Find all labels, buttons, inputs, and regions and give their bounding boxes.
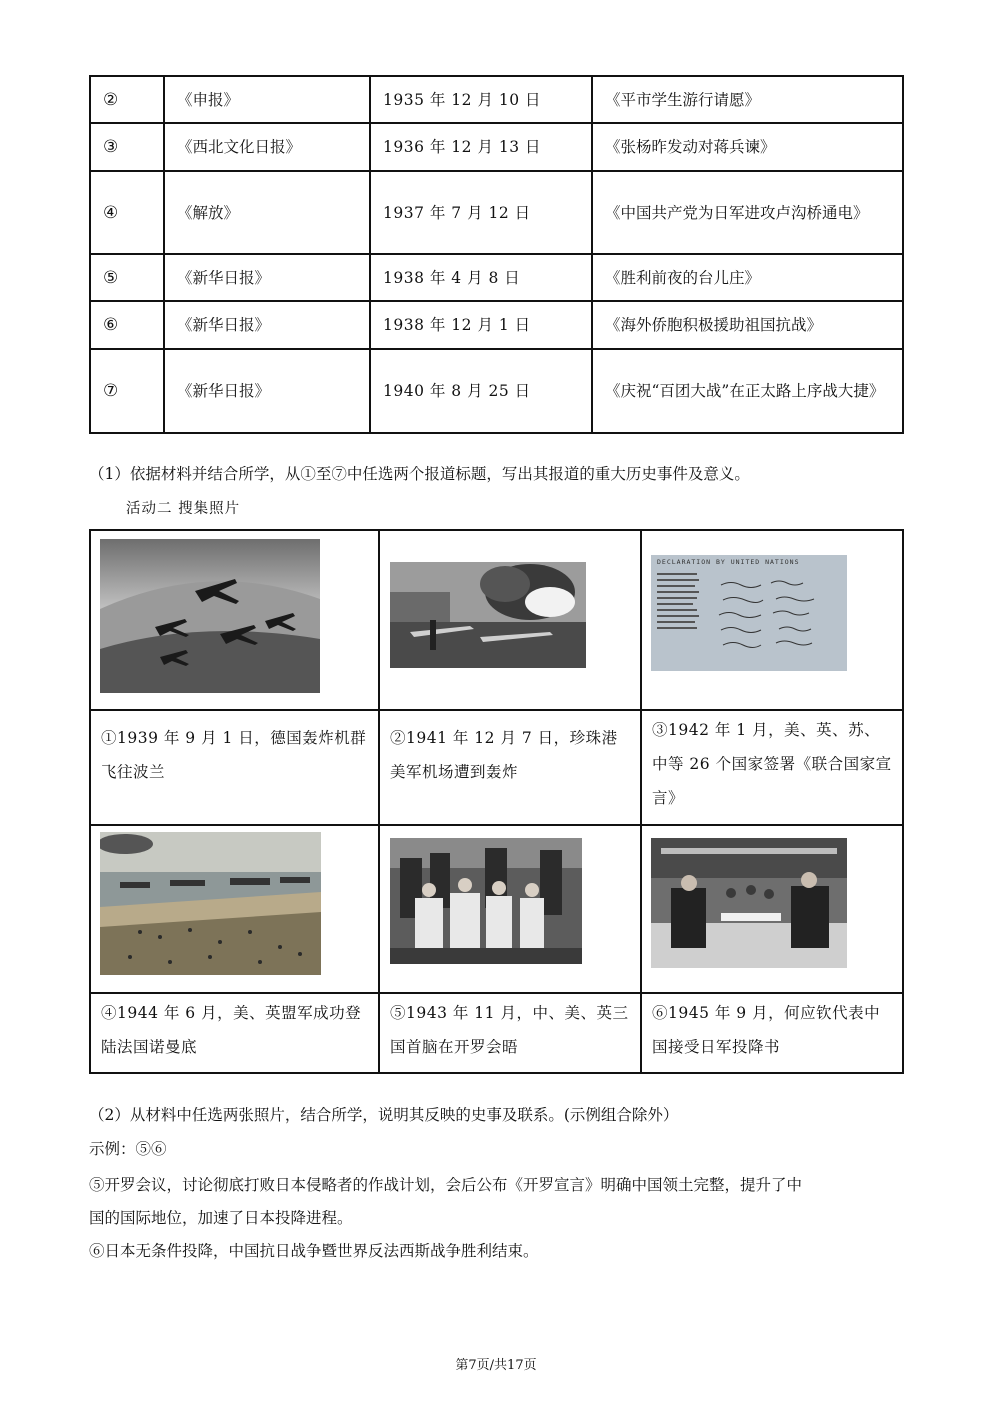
photo-caption: ①1939 年 9 月 1 日，德国轰炸机群飞往波兰: [90, 710, 379, 825]
declaration-document-photo: [651, 555, 847, 671]
report-title: 《海外侨胞积极援助祖国抗战》: [592, 301, 903, 349]
photo-cell: [641, 530, 903, 710]
photo-cell: [641, 825, 903, 993]
photo-caption: ⑥1945 年 9 月，何应钦代表中国接受日军投降书: [641, 993, 903, 1073]
page-footer: 第7页/共17页: [455, 1358, 537, 1373]
cairo-conference-photo: [390, 838, 582, 964]
table-row: [90, 349, 903, 433]
photo-cell: [379, 530, 641, 710]
report-date: 1938 年 12 月 1 日: [370, 301, 592, 349]
photo-cell: [90, 825, 379, 993]
report-title: 《庆祝“百团大战”在正太路上序战大捷》: [592, 349, 903, 433]
reports-table: [89, 75, 904, 434]
photo-cell: [379, 825, 641, 993]
normandy-landing-photo: [100, 832, 321, 975]
report-title: 《胜利前夜的台儿庄》: [592, 254, 903, 301]
newspaper-name: 《解放》: [164, 171, 370, 254]
newspaper-name: 《新华日报》: [164, 301, 370, 349]
photo-caption: ②1941 年 12 月 7 日，珍珠港美军机场遭到轰炸: [379, 710, 641, 825]
newspaper-name: 《新华日报》: [164, 349, 370, 433]
table-row: [90, 171, 903, 254]
row-number: ④: [90, 171, 164, 254]
example-answer-line: ⑥日本无条件投降，中国抗日战争暨世界反法西斯战争胜利结束。: [89, 1242, 539, 1260]
photo-caption: ⑤1943 年 11 月，中、美、英三国首脑在开罗会晤: [379, 993, 641, 1073]
photo-cell: [90, 530, 379, 710]
row-number: ⑥: [90, 301, 164, 349]
row-number: ⑤: [90, 254, 164, 301]
report-date: 1940 年 8 月 25 日: [370, 349, 592, 433]
report-title: 《张杨昨发动对蒋兵谏》: [592, 123, 903, 171]
table-row: [90, 254, 903, 301]
activity-2-heading: 活动二 搜集照片: [126, 501, 241, 517]
document-header: DECLARATION BY UNITED NATIONS: [657, 558, 800, 566]
example-label: 示例：⑤⑥: [89, 1140, 167, 1158]
report-date: 1936 年 12 月 13 日: [370, 123, 592, 171]
table-row: [90, 301, 903, 349]
caption-row: [90, 993, 903, 1073]
photos-table: [89, 529, 904, 1074]
row-number: ③: [90, 123, 164, 171]
row-number: ②: [90, 76, 164, 123]
report-title: 《中国共产党为日军进攻卢沟桥通电》: [592, 171, 903, 254]
newspaper-name: 《新华日报》: [164, 254, 370, 301]
photo-caption: ③1942 年 1 月，美、英、苏、中等 26 个国家签署《联合国家宣言》: [641, 710, 903, 825]
question-1: （1）依据材料并结合所学，从①至⑦中任选两个报道标题，写出其报道的重大历史事件及意义。: [89, 465, 750, 483]
example-answer-line: 国的国际地位，加速了日本投降进程。: [89, 1209, 353, 1227]
newspaper-name: 《西北文化日报》: [164, 123, 370, 171]
photo-row: [90, 530, 903, 710]
newspaper-name: 《申报》: [164, 76, 370, 123]
report-date: 1937 年 7 月 12 日: [370, 171, 592, 254]
table-row: [90, 76, 903, 123]
question-2: （2）从材料中任选两张照片，结合所学，说明其反映的史事及联系。(示例组合除外）: [89, 1106, 679, 1124]
photo-caption: ④1944 年 6 月，美、英盟军成功登陆法国诺曼底: [90, 993, 379, 1073]
report-title: 《平市学生游行请愿》: [592, 76, 903, 123]
table-row: [90, 123, 903, 171]
bombers-photo: [100, 539, 320, 693]
report-date: 1935 年 12 月 10 日: [370, 76, 592, 123]
caption-row: [90, 710, 903, 825]
example-answer-line: ⑤开罗会议，讨论彻底打败日本侵略者的作战计划，会后公布《开罗宣言》明确中国领土完整，提升了中: [89, 1176, 803, 1194]
row-number: ⑦: [90, 349, 164, 433]
report-date: 1938 年 4 月 8 日: [370, 254, 592, 301]
photo-row: [90, 825, 903, 993]
pearl-harbor-photo: [390, 562, 586, 668]
surrender-ceremony-photo: [651, 838, 847, 968]
